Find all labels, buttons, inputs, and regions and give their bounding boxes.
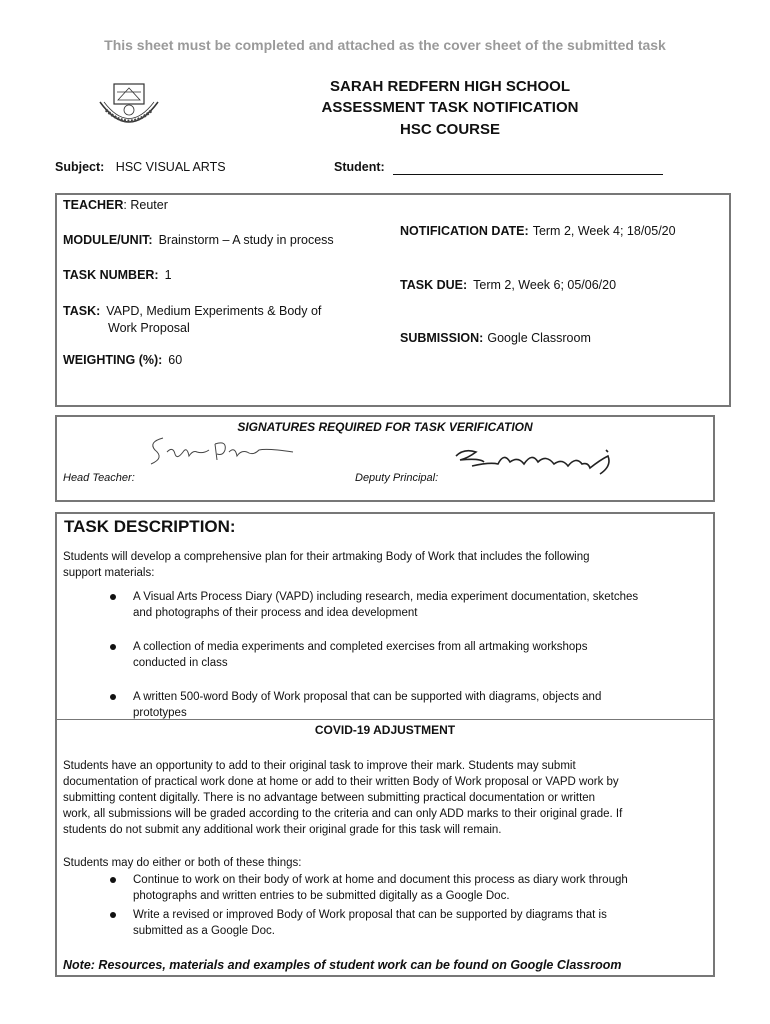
deputy-principal-signature	[450, 442, 620, 476]
covid-either-line: Students may do either or both of these things:	[63, 857, 302, 869]
task-bullet-2-line-2: conducted in class	[133, 657, 228, 669]
cover-sheet-banner: This sheet must be completed and attached as the cover sheet of the submitted task	[104, 37, 666, 53]
task-value-line-2: Work Proposal	[108, 321, 190, 335]
task-bullet-1-line-1: A Visual Arts Process Diary (VAPD) including research, media experiment documentation, sketches	[133, 591, 639, 603]
covid-bullet-1-line-1: Continue to work on their body of work at home and document this process as diary work through	[133, 874, 628, 886]
bullet-icon	[110, 644, 116, 650]
covid-title: COVID-19 ADJUSTMENT	[314, 723, 456, 737]
head-teacher-label: Head Teacher:	[63, 472, 135, 484]
task-bullet-3-line-1: A written 500-word Body of Work proposal that can be supported with diagrams, objects and	[133, 691, 602, 703]
resources-note: Note: Resources, materials and examples of student work can be found on Google Classroom	[63, 958, 622, 972]
task-due-value: Term 2, Week 6; 05/06/20	[473, 278, 617, 292]
covid-divider	[56, 719, 714, 720]
covid-bullet-1-line-2: photographs and written entries to be submitted digitally as a Google Doc.	[133, 890, 510, 902]
weighting-value: 60	[168, 353, 183, 367]
task-number-value: 1	[164, 268, 172, 282]
covid-para-line-4: work, all submissions will be graded according to the criteria and can only ADD marks to their original grade. If	[63, 808, 623, 820]
bullet-icon	[110, 694, 116, 700]
task-description-intro-line-1: Students will develop a comprehensive plan for their artmaking Body of Work that includes the following	[63, 551, 590, 563]
notice-title: ASSESSMENT TASK NOTIFICATION	[321, 99, 579, 116]
module-value: Brainstorm – A study in process	[158, 233, 334, 247]
course-title: HSC COURSE	[399, 121, 500, 138]
covid-para-line-1: Students have an opportunity to add to their original task to improve their mark. Students may submit	[63, 760, 576, 772]
weighting-label: WEIGHTING (%):	[63, 353, 163, 367]
teacher-value: : Reuter	[123, 198, 168, 212]
submission-label: SUBMISSION:	[400, 331, 484, 345]
bullet-icon	[110, 912, 116, 918]
covid-bullet-2-line-2: submitted as a Google Doc.	[133, 925, 275, 937]
task-due-label: TASK DUE:	[400, 278, 468, 292]
task-bullet-1-line-2: and photographs of their process and idea development	[133, 607, 418, 619]
covid-para-line-5: students do not submit any additional work their original grade for this task will remain.	[63, 824, 502, 836]
task-description-title: TASK DESCRIPTION:	[64, 517, 236, 536]
school-crest-logo	[92, 80, 166, 138]
task-value-line-1: VAPD, Medium Experiments & Body of	[106, 304, 322, 318]
bullet-icon	[110, 594, 116, 600]
covid-para-line-2: documentation of practical work done at home or add to their written Body of Work proposal or VAPD work by	[63, 776, 619, 788]
task-description-intro-line-2: support materials:	[63, 567, 155, 579]
task-bullet-3-line-2: prototypes	[133, 707, 187, 719]
head-teacher-signature	[143, 430, 303, 472]
task-bullet-2-line-1: A collection of media experiments and completed exercises from all artmaking workshops	[133, 641, 588, 653]
student-name-field[interactable]	[393, 174, 663, 175]
covid-bullet-2-line-1: Write a revised or improved Body of Work proposal that can be supported by diagrams that is	[133, 909, 607, 921]
student-label: Student:	[334, 160, 385, 174]
school-name: SARAH REDFERN HIGH SCHOOL	[329, 78, 570, 95]
signatures-title: SIGNATURES REQUIRED FOR TASK VERIFICATION	[237, 420, 533, 434]
subject-value: HSC VISUAL ARTS	[115, 160, 226, 174]
covid-para-line-3: submitting content digitally. There is no advantage between submitting practical documentation or written	[63, 792, 596, 804]
deputy-principal-label: Deputy Principal:	[355, 472, 439, 484]
notification-date-label: NOTIFICATION DATE:	[400, 224, 529, 238]
notification-date-value: Term 2, Week 4; 18/05/20	[532, 224, 676, 238]
bullet-icon	[110, 877, 116, 883]
module-label: MODULE/UNIT:	[63, 233, 153, 247]
task-number-label: TASK NUMBER:	[63, 268, 159, 282]
teacher-label: TEACHER	[63, 198, 124, 212]
subject-label: Subject:	[55, 160, 105, 174]
submission-value: Google Classroom	[487, 331, 591, 345]
task-label: TASK:	[63, 304, 101, 318]
